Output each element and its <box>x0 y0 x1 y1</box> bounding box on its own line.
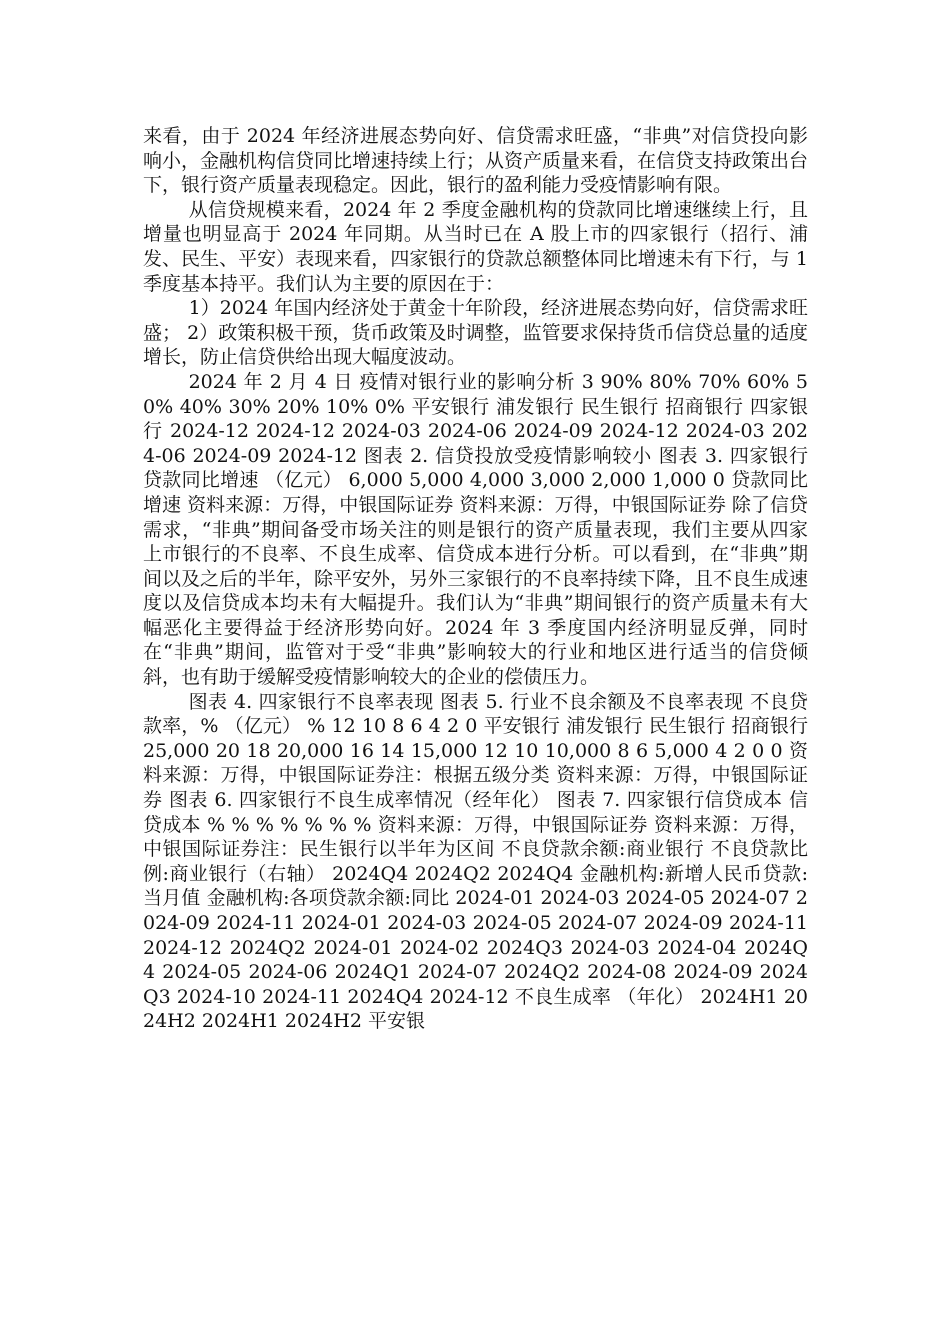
paragraph-reasons: 1）2024 年国内经济处于黄金十年阶段，经济进展态势向好，信贷需求旺盛； 2）政策积极干预，货币政策及时调整，监管要求保持货币信贷总量的适度增长，防止信贷供给出现大幅度波动。 <box>143 297 808 369</box>
document-body <box>143 124 808 1034</box>
paragraph-credit-overview: 来看，由于 2024 年经济进展态势向好、信贷需求旺盛，“非典”对信贷投向影响小，金融机构信贷同比增速持续上行；从资产质量来看，在信贷支持政策出台下，银行资产质量表现稳定。因此，银行的盈利能力受疫情影响有限。 <box>143 125 809 197</box>
paragraph-chart-residue-2: 图表 4. 四家银行不良率表现 图表 5. 行业不良余额及不良率表现 不良贷款率，% （亿元） % 12 10 8 6 4 2 0 平安银行 浦发银行 民生银行 招商银行 25,000 20 18 20,000 16 14 15,000 12 10 10,000 8 6 5,000 4 2 0 0 资料来源：万得，中银国际证券注：根据五级分类 资料来源：万得，中银国际证券 图表 6. 四家银行不良生成率情况（经年化） 图表 7. 四家银行信贷成本 信贷成本 % % % % % % % 资料来源：万得，中银国际证券 资料来源：万得，中银国际证券注：民生银行以半年为区间 不良贷款余额:商业银行 不良贷款比例:商业银行（右轴） 2024Q4 2024Q2 2024Q4 金融机构:新增人民币贷款:当月值 金融机构:各项贷款余额:同比 2024-01 2024-03 2024-05 2024-07 2024-09 2024-11 2024-01 2024-03 2024-05 2024-07 2024-09 2024-11 2024-12 2024Q2 2024-01 2024-02 2024Q3 2024-03 2024-04 2024Q4 2024-05 2024-06 2024Q1 2024-07 2024Q2 2024-08 2024-09 2024Q3 2024-10 2024-11 2024Q4 2024-12 不良生成率 （年化） 2024H1 2024H2 2024H1 2024H2 平安银 <box>143 690 808 1033</box>
paragraph-chart-residue-1: 2024 年 2 月 4 日 疫情对银行业的影响分析 3 90% 80% 70% 60% 50% 40% 30% 20% 10% 0% 平安银行 浦发银行 民生银行 招商银行 四家银行 2024-12 2024-12 2024-03 2024-06 2024-09 2024-12 2024-03 2024-06 2024-09 2024-12 图表 2. 信贷投放受疫情影响较小 图表 3. 四家银行贷款同比增速 （亿元） 6,000 5,000 4,000 3,000 2,000 1,000 0 贷款同比增速 资料来源：万得，中银国际证券 资料来源：万得，中银国际证券 除了信贷需求，“非典”期间备受市场关注的则是银行的资产质量表现，我们主要从四家上市银行的不良率、不良生成率、信贷成本进行分析。可以看到，在“非典”期间以及之后的半年，除平安外，另外三家银行的不良率持续下降，且不良生成速度以及信贷成本均未有大幅提升。我们认为“非典”期间银行的资产质量未有大幅恶化主要得益于经济形势向好。2024 年 3 季度国内经济明显反弹，同时在“非典”期间，监管对于受“非典”影响较大的行业和地区进行适当的信贷倾斜，也有助于缓解受疫情影响较大的企业的偿债压力。 <box>143 370 809 689</box>
paragraph-credit-scale: 从信贷规模来看，2024 年 2 季度金融机构的贷款同比增速继续上行，且增量也明显高于 2024 年同期。从当时已在 A 股上市的四家银行（招行、浦发、民生、平安）表现来看，四家银行的贷款总额整体同比增速未有下行，与 1 季度基本持平。我们认为主要的原因在于： <box>143 198 808 295</box>
